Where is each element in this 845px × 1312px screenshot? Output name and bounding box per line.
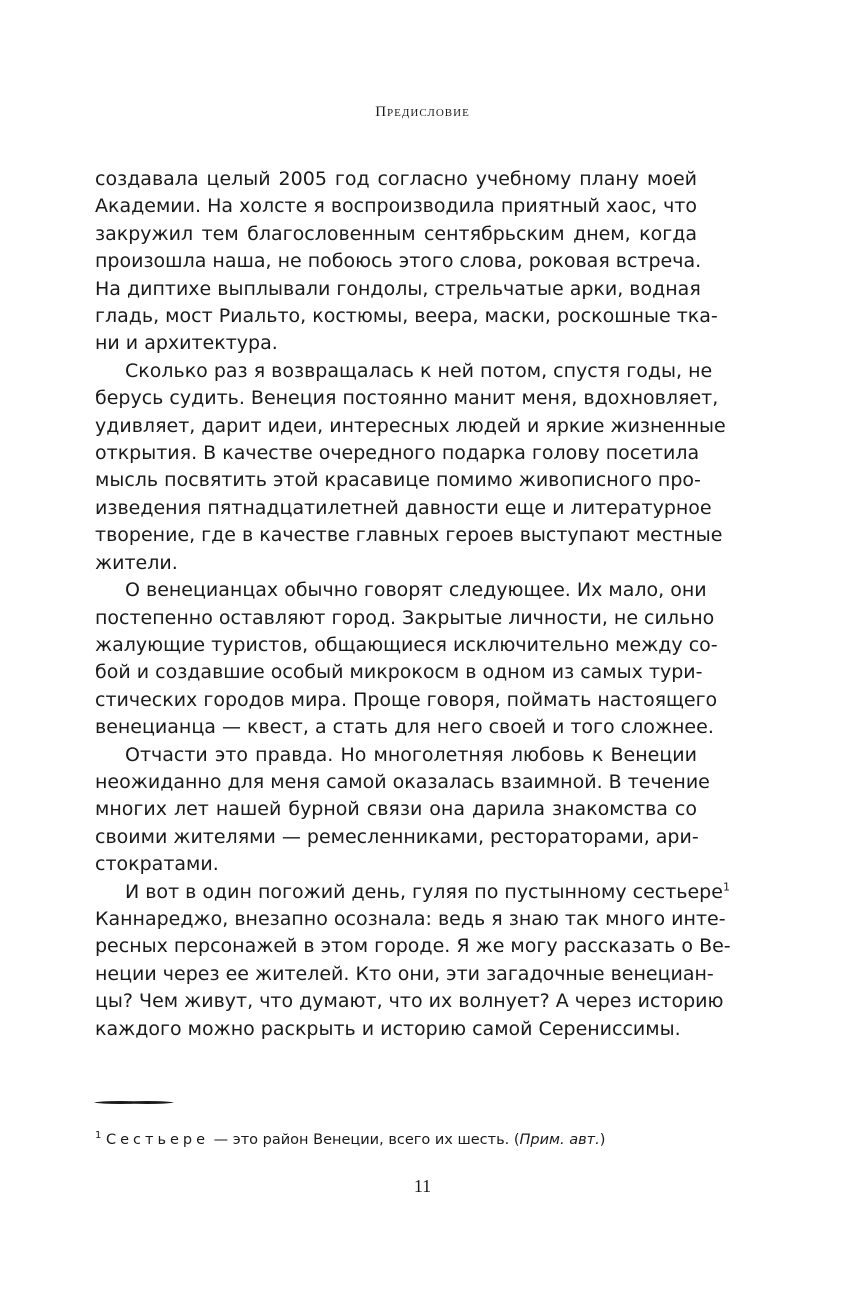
text-line: изведения пятнадцатилетней давности еще и литературное [95,496,712,519]
text-line: многих лет нашей бурной связи она дарила знакомства со [95,798,697,821]
text-line: каждого можно раскрыть и историю самой Серениссимы. [95,1017,681,1040]
text-line [95,879,730,906]
text-line: На диптихе выплывали гондолы, стрельчатые арки, водная [95,277,701,300]
text-line: Каннареджо, внезапно осознала: ведь я знаю так много инте- [95,907,726,930]
footnote-term: Сестьере [105,1132,210,1148]
running-head: Предисловие [375,104,470,120]
paragraph-5 [95,879,731,1043]
footnote-reference[interactable]: 1 [722,880,730,894]
text-line: О венецианцах обычно говорят следующее. Их мало, они [125,579,707,602]
text-line: неожиданно для меня самой оказалась взаимной. В течение [95,770,710,793]
text-line: Отчасти это правда. Но многолетняя любовь к Венеции [125,743,697,766]
footnote-text: — это район Венеции, всего их шесть. ( [209,1132,520,1148]
footnote [95,1130,715,1150]
text-line: ресных персонажей в этом городе. Я же могу рассказать о Ве- [95,935,731,958]
text-line: неции через ее жителей. Кто они, эти загадочные венециан- [95,962,714,985]
text-line: бой и создавшие особый микрокосм в одном из самых тури- [95,661,703,684]
text-line: берусь судить. Венеция постоянно манит меня, вдохновляет, [95,387,719,410]
page-number: 11 [413,1176,432,1196]
text-line: постепенно оставляют город. Закрытые личности, не сильно [95,606,715,629]
footnote-separator [94,1100,174,1105]
text-line: ни и архитектура. [95,332,278,355]
paragraph-2 [95,358,726,577]
paragraph-4 [95,742,710,879]
text-line: творение, где в качестве главных героев выступают местные [95,524,723,547]
footnote-close: ) [599,1132,606,1148]
footnote-number: 1 [95,1130,102,1142]
text-line: гладь, мост Риальто, костюмы, веера, маски, роскошные тка- [95,305,718,328]
text-line: удивляет, дарит идеи, интересных людей и яркие жизненные [95,414,726,437]
footnote-note: Прим. авт. [519,1132,600,1148]
text-line: Академии. На холсте я воспроизводила приятный хаос, что [95,195,697,218]
text-line: закружил тем благословенным сентябрьским днем, когда [95,222,697,245]
body-text [95,166,731,1043]
text-line: создавала целый 2005 год согласно учебному плану моей [95,168,697,190]
paragraph-1 [95,166,718,358]
text-line: стических городов мира. Проще говоря, поймать настоящего [95,688,718,711]
text-line: Сколько раз я возвращалась к ней потом, спустя годы, не [125,359,713,382]
text-line: мысль посвятить этой красавице помимо живописного про- [95,469,701,492]
text-line: жители. [95,551,178,574]
text-line: венецианца — квест, а стать для него своей и того сложнее. [95,716,714,739]
text-line: открытия. В качестве очередного подарка голову посетила [95,442,700,465]
text-line: цы? Чем живут, что думают, что их волнует? А через историю [95,990,724,1013]
paragraph-3 [95,577,718,741]
text-line: жалующие туристов, общающиеся исключительно между со- [95,633,718,656]
text-line-content: И вот в один погожий день, гуляя по пустынному сестьере [125,880,723,903]
text-line: произошла наша, не побоюсь этого слова, роковая встреча. [95,250,702,273]
text-line: стократами. [95,853,219,876]
text-line: своими жителями — ремесленниками, рестораторами, ари- [95,825,699,848]
